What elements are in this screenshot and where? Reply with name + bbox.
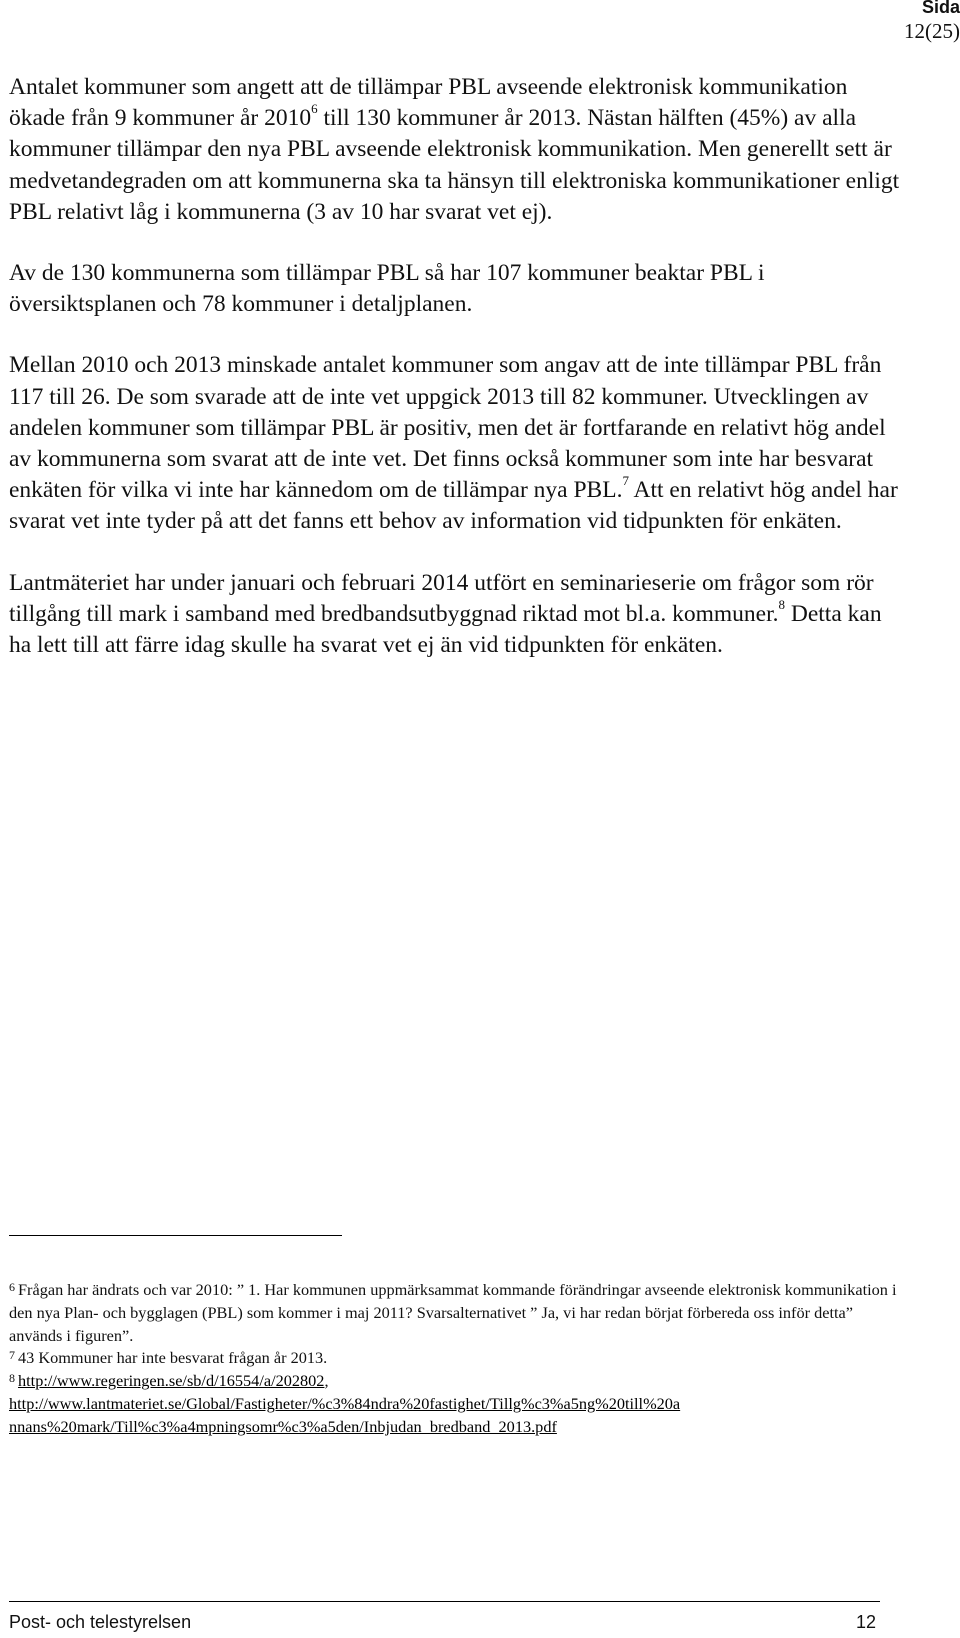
footnote-ref-6[interactable]: 6 xyxy=(311,101,318,117)
regeringen-link[interactable]: http://www.regeringen.se/sb/d/16554/a/202802 xyxy=(18,1371,325,1391)
sida-label: Sida xyxy=(921,0,960,17)
paragraph-2: Av de 130 kommunerna som tillämpar PBL så har 107 kommuner beaktar PBL i översiktsplanen och 78 kommuner i detaljplanen. xyxy=(9,260,765,318)
footnotes xyxy=(9,1279,909,1438)
paragraph-1: Antalet kommuner som angett att de tillämpar PBL avseende elektronisk kommunikation ökade från 9 kommuner år 2010$^6$ till 130 kommuner år 2013. Nästan hälften (45%) av alla kommuner tillämpar den nya PBL avseende elektronisk kommunikation. Men generellt sett är medvetandegraden om att kommunerna ska ta hänsyn till elektroniska kommunikationer enligt PBL relativt låg i kommunerna (3 av 10 har svarat vet ej). xyxy=(9,74,900,225)
lantmateriet-link[interactable]: http://www.lantmateriet.se/Global/Fastigheter/%c3%84ndra%20fastighet/Tillg%c3%a5ng%20till%20a nnans%20mark/Till%c3%a4mpningsomr%c3%a5den/Inbjudan_bredband_2013.pdf xyxy=(9,1394,681,1436)
footer-org: Post- och telestyrelsen xyxy=(9,1612,192,1632)
paragraph-4: Lantmäteriet har under januari och februari 2014 utfört en seminarieserie om frågor som rör tillgång till mark i samband med bredbandsutbyggnad riktad mot bl.a. kommuner.$^8$ Detta kan ha lett till att färre idag skulle ha svarat vet ej än vid tidpunkten för enkäten. xyxy=(9,569,882,659)
footer-separator xyxy=(9,1601,880,1602)
page-header xyxy=(870,0,960,46)
body-text xyxy=(9,72,909,691)
footnote-ref-8[interactable]: 8 xyxy=(778,597,785,613)
footnote-number: 8 xyxy=(9,1371,15,1386)
footnote-ref-7[interactable]: 7 xyxy=(622,473,629,489)
footnote-7: $^7$ 43 Kommuner har inte besvarat frågan år 2013. xyxy=(9,1347,328,1367)
footnote-separator xyxy=(9,1235,342,1236)
page-of-indicator: 12(25) xyxy=(904,19,960,43)
footnote-8: $^8$ http://www.regeringen.se/sb/d/16554/a/202802, http://www.lantmateriet.se/Global/Fastigheter/%c3%84ndra%20fastighet/Tillg%c3%a5ng%20till%20a nnans%20mark/Till%c3%a4mpningsomr%c3%a5den/Inbjudan_bredband_2013.pdf xyxy=(9,1371,681,1436)
footnote-6: $^6$ Frågan har ändrats och var 2010: ” 1. Har kommunen uppmärksammat kommande förändringar avseende elektronisk kommunikation i den nya Plan- och bygglagen (PBL) som kommer i maj 2011? Svarsalternativet ” Ja, vi har redan börjat förbereda oss inför detta” används i figuren”. xyxy=(9,1280,897,1345)
footnote-number: 6 xyxy=(9,1280,15,1294)
footer-page-number: 12 xyxy=(855,1612,876,1632)
paragraph-3: Mellan 2010 och 2013 minskade antalet kommuner som angav att de inte tillämpar PBL från 117 till 26. De som svarade att de inte vet uppgick 2013 till 82 kommuner. Utvecklingen av andelen kommuner som tillämpar PBL är positiv, men det är fortfarande en relativt hög andel av kommunerna som svarat att de inte vet. Det finns också kommuner som inte har besvarat enkäten för vilka vi inte har kännedom om de tillämpar nya PBL.$^7$ Att en relativt hög andel har svarat vet inte tyder på att det fanns ett behov av information vid tidpunkten för enkäten. xyxy=(9,352,898,535)
footnote-number: 7 xyxy=(9,1347,15,1362)
